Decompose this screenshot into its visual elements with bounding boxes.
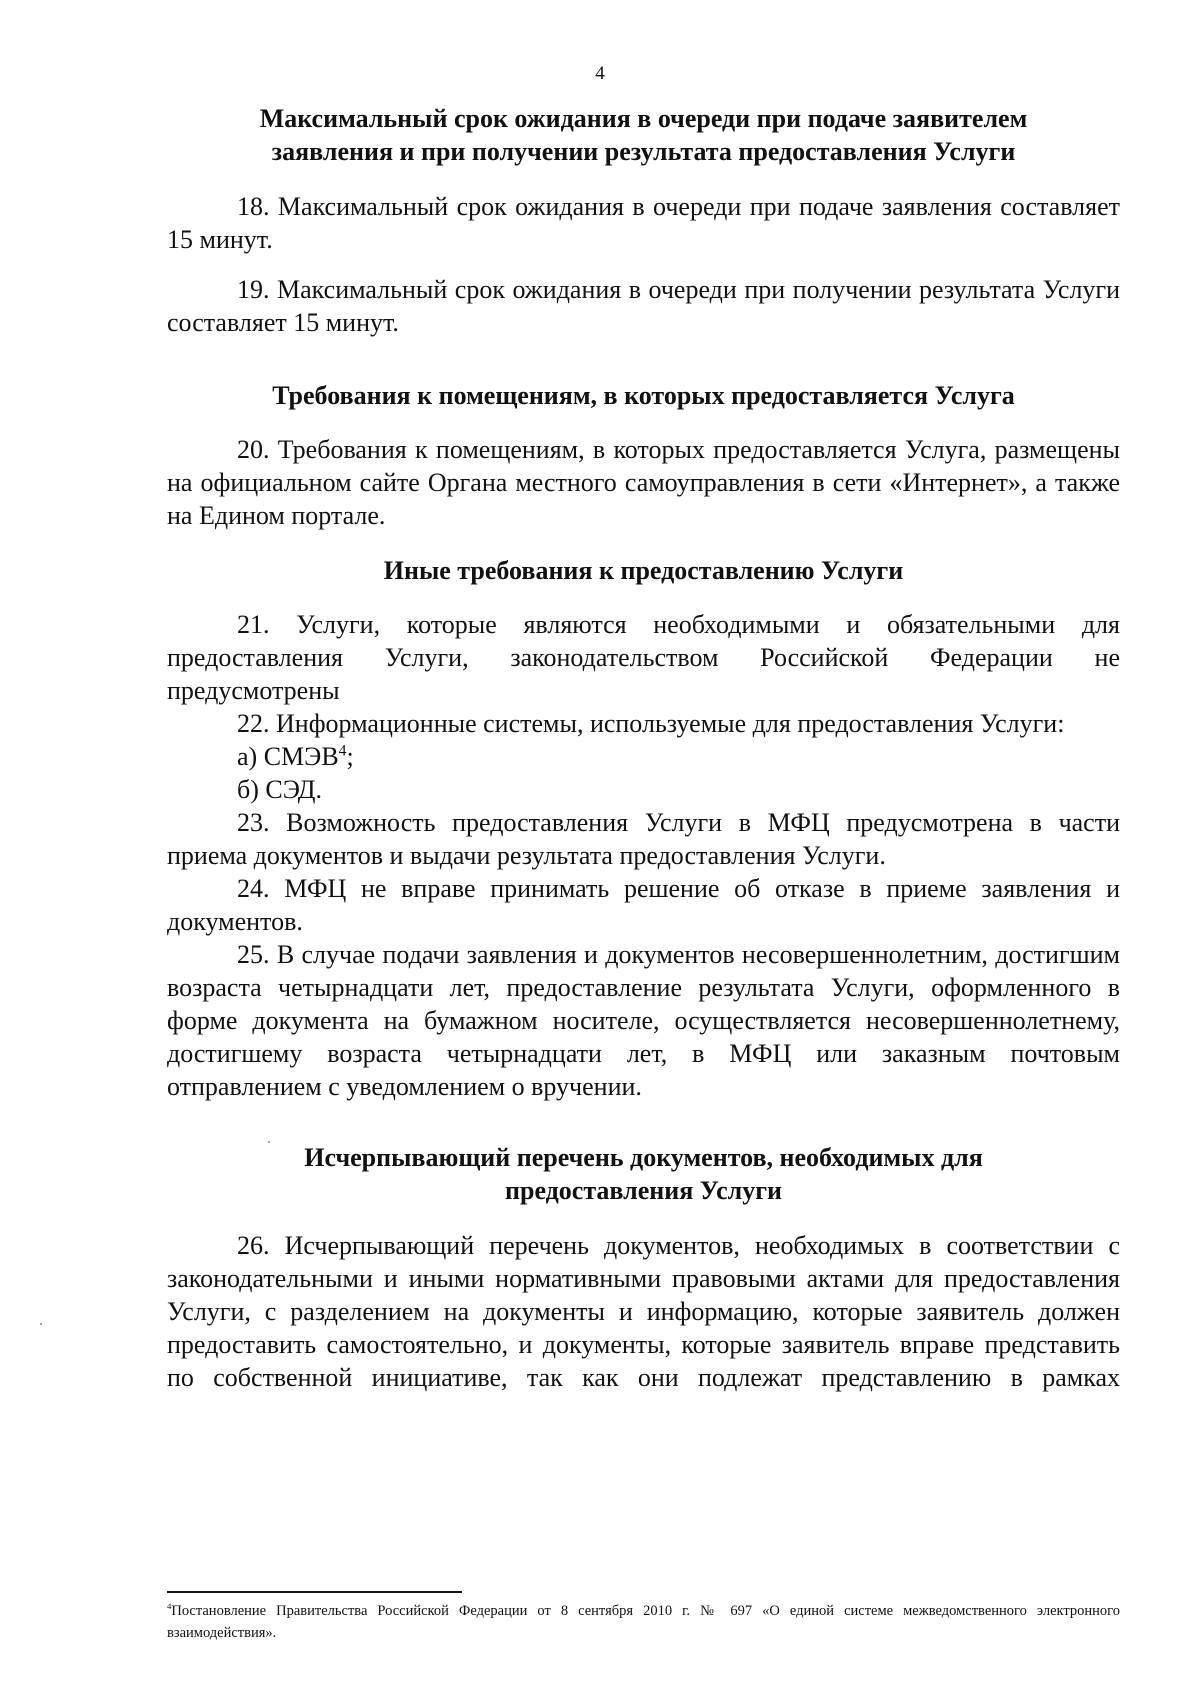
- section-heading-premises: Требования к помещениям, в которых предоставляется Услуга: [272, 381, 1015, 410]
- list-item-a-text: а) СМЭВ: [237, 742, 339, 771]
- list-item-a-end: ;: [346, 742, 354, 771]
- list-item-a: [167, 740, 1120, 773]
- paragraph-19: 19. Максимальный срок ожидания в очереди при получении результата Услуги составляет 15 минут.: [167, 275, 1120, 337]
- paragraph-20: 20. Требования к помещениям, в которых предоставляется Услуга, размещены на официальном сайте Органа местного самоуправления в сети «Интернет», а также на Едином портале.: [167, 435, 1120, 530]
- section-heading-documents-list-line1: Исчерпывающий перечень документов, необходимых для: [304, 1143, 983, 1172]
- section-heading-other-requirements: Иные требования к предоставлению Услуги: [383, 556, 904, 585]
- footnote-text: Постановление Правительства Российской Федерации от 8 сентября 2010 г. № 697 «О единой системе межведомственного электронного взаимодействия».: [167, 1603, 1120, 1641]
- footnote-marker: 4: [167, 1601, 172, 1612]
- section-heading-documents-list: [167, 1141, 1120, 1207]
- list-item-b: б) СЭД.: [237, 775, 322, 804]
- footnote-reference: 4: [338, 742, 347, 760]
- section-heading-queue-time: Максимальный срок ожидания в очереди при подаче заявителем заявления и при получении результата предоставления Услуги: [259, 104, 1028, 166]
- section-heading-documents-list-line2: предоставления Услуги: [505, 1176, 782, 1205]
- page-number: 4: [595, 63, 605, 84]
- paragraph-26: 26. Исчерпывающий перечень документов, необходимых в соответствии с законодательными и иными нормативными правовыми актами для предоставления Услуги, с разделением на документы и информацию, которые заявитель должен предоставить самостоятельно, и документы, которые заявитель вправе представить по собственной инициативе, так как они подлежат представлению в рамках: [167, 1231, 1120, 1392]
- paragraph-21: 21. Услуги, которые являются необходимыми и обязательными для предоставления Услуги, законодательством Российской Федерации не предусмотрены: [167, 610, 1120, 705]
- scan-speck: [40, 1323, 42, 1325]
- paragraph-25: 25. В случае подачи заявления и документов несовершеннолетним, достигшим возраста четырнадцати лет, предоставление результата Услуги, оформленного в форме документа на бумажном носителе, осуществляется несовершеннолетнему, достигшему возраста четырнадцати лет, в МФЦ или заказным почтовым отправлением с уведомлением о вручении.: [167, 940, 1120, 1101]
- footnote-divider: [167, 1591, 462, 1593]
- page-content: [167, 102, 1120, 1394]
- paragraph-22: 22. Информационные системы, используемые для предоставления Услуги:: [237, 709, 1065, 738]
- paragraph-23: 23. Возможность предоставления Услуги в МФЦ предусмотрена в части приема документов и выдачи результата предоставления Услуги.: [167, 808, 1120, 870]
- paragraph-18: 18. Максимальный срок ожидания в очереди при подаче заявления составляет 15 минут.: [167, 192, 1120, 254]
- footnote: [167, 1600, 1120, 1644]
- paragraph-24: 24. МФЦ не вправе принимать решение об отказе в приеме заявления и документов.: [167, 874, 1120, 936]
- scan-speck: [268, 1141, 270, 1143]
